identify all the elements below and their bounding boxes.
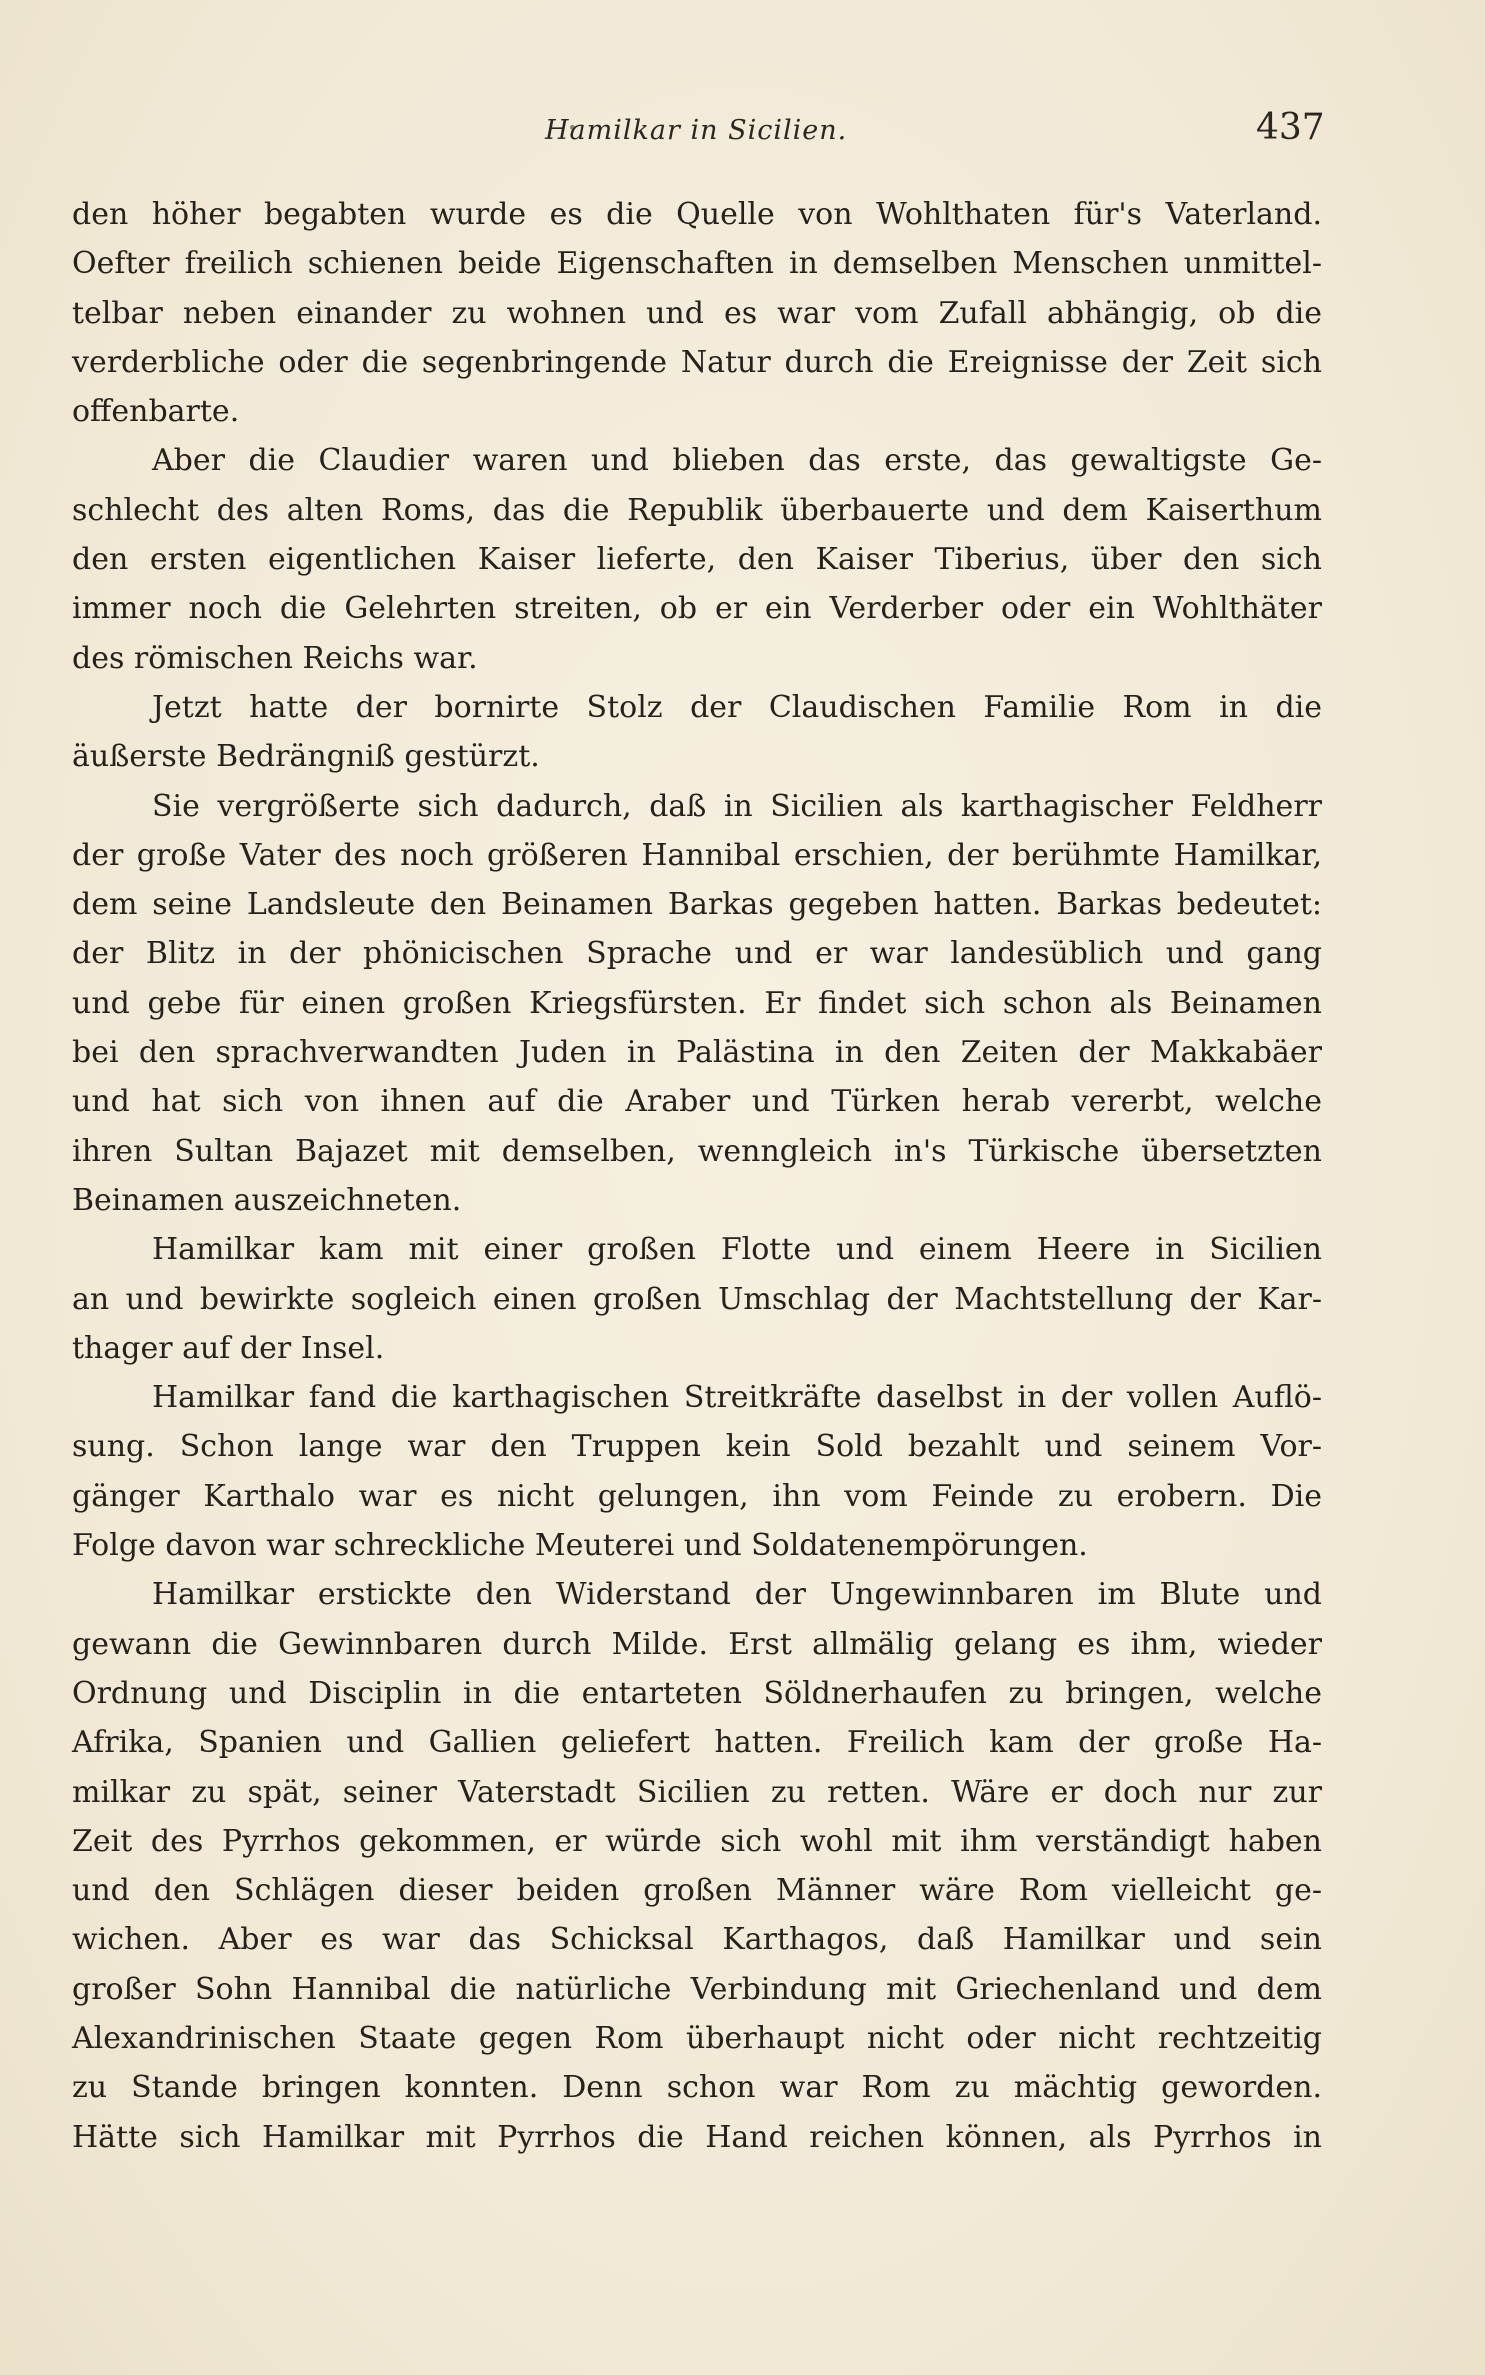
text-line: und gebe für einen großen Kriegsfürsten. Er findet sich schon als Beinamen	[72, 985, 1322, 1021]
text-line: Zeit des Pyrrhos gekommen, er würde sich wohl mit ihm verständigt haben	[72, 1823, 1322, 1859]
text-line: zu Stande bringen konnten. Denn schon war Rom zu mächtig geworden.	[72, 2070, 1322, 2106]
text-line: schlecht des alten Roms, das die Republik überbauerte und dem Kaiserthum	[72, 492, 1322, 528]
text-line: gewann die Gewinnbaren durch Milde. Erst allmälig gelang es ihm, wieder	[72, 1626, 1322, 1662]
text-line: Folge davon war schreckliche Meuterei und Soldatenempörungen.	[72, 1528, 1088, 1564]
text-line: äußerste Bedrängniß gestürzt.	[72, 739, 540, 775]
text-line: Hamilkar erstickte den Widerstand der Ungewinnbaren im Blute und	[152, 1577, 1322, 1613]
text-line: Jetzt hatte der bornirte Stolz der Claudischen Familie Rom in die	[152, 689, 1322, 725]
text-line: verderbliche oder die segenbringende Natur durch die Ereignisse der Zeit sich	[72, 344, 1322, 380]
text-line: Ordnung und Disciplin in die entarteten Söldnerhaufen zu bringen, welche	[72, 1675, 1322, 1711]
text-line: sung. Schon lange war den Truppen kein Sold bezahlt und seinem Vor-	[72, 1429, 1322, 1465]
text-line: Alexandrinischen Staate gegen Rom überhaupt nicht oder nicht rechtzeitig	[72, 2020, 1322, 2056]
text-line: milkar zu spät, seiner Vaterstadt Sicilien zu retten. Wäre er doch nur zur	[72, 1774, 1322, 1810]
page-number: 437	[1256, 107, 1325, 148]
running-title: Hamilkar in Sicilien.	[545, 115, 848, 146]
text-line: den ersten eigentlichen Kaiser lieferte, den Kaiser Tiberius, über den sich	[72, 542, 1322, 578]
text-line: immer noch die Gelehrten streiten, ob er ein Verderber oder ein Wohlthäter	[72, 591, 1322, 627]
text-line: thager auf der Insel.	[72, 1330, 385, 1366]
text-line: Oefter freilich schienen beide Eigenschaften in demselben Menschen unmittel-	[72, 246, 1322, 282]
text-line: Beinamen auszeichneten.	[72, 1182, 462, 1218]
text-line: und hat sich von ihnen auf die Araber und Türken herab vererbt, welche	[72, 1084, 1322, 1120]
text-line: Hamilkar kam mit einer großen Flotte und einem Heere in Sicilien	[152, 1232, 1322, 1268]
text-line: Sie vergrößerte sich dadurch, daß in Sicilien als karthagischer Feldherr	[152, 788, 1322, 824]
text-line: den höher begabten wurde es die Quelle von Wohlthaten für's Vaterland.	[72, 197, 1322, 232]
text-line: der Blitz in der phönicischen Sprache und er war landesüblich und gang	[72, 936, 1322, 972]
text-line: großer Sohn Hannibal die natürliche Verbindung mit Griechenland und dem	[72, 1971, 1322, 2007]
text-line: gänger Karthalo war es nicht gelungen, ihn vom Feinde zu erobern. Die	[72, 1478, 1322, 1514]
text-line: Afrika, Spanien und Gallien geliefert hatten. Freilich kam der große Ha-	[72, 1725, 1322, 1761]
text-line: Hamilkar fand die karthagischen Streitkräfte daselbst in der vollen Auflö-	[152, 1380, 1322, 1416]
text-line: Hätte sich Hamilkar mit Pyrrhos die Hand reichen können, als Pyrrhos in	[72, 2119, 1322, 2155]
running-header	[0, 103, 1485, 153]
text-line: der große Vater des noch größeren Hannibal erschien, der berühmte Hamilkar,	[72, 837, 1322, 873]
text-line: Aber die Claudier waren und blieben das erste, das gewaltigste Ge-	[152, 443, 1322, 479]
text-line: dem seine Landsleute den Beinamen Barkas gegeben hatten. Barkas bedeutet:	[72, 887, 1322, 923]
text-line: wichen. Aber es war das Schicksal Karthagos, daß Hamilkar und sein	[72, 1922, 1322, 1958]
body-text	[72, 190, 1322, 2162]
text-line: des römischen Reichs war.	[72, 640, 478, 676]
text-line: bei den sprachverwandten Juden in Palästina in den Zeiten der Makkabäer	[72, 1035, 1322, 1071]
text-line: an und bewirkte sogleich einen großen Umschlag der Machtstellung der Kar-	[72, 1281, 1322, 1317]
text-line: und den Schlägen dieser beiden großen Männer wäre Rom vielleicht ge-	[72, 1873, 1322, 1909]
text-line: ihren Sultan Bajazet mit demselben, wenngleich in's Türkische übersetzten	[72, 1133, 1322, 1169]
text-line: offenbarte.	[72, 394, 240, 430]
text-line: telbar neben einander zu wohnen und es war vom Zufall abhängig, ob die	[72, 295, 1322, 331]
